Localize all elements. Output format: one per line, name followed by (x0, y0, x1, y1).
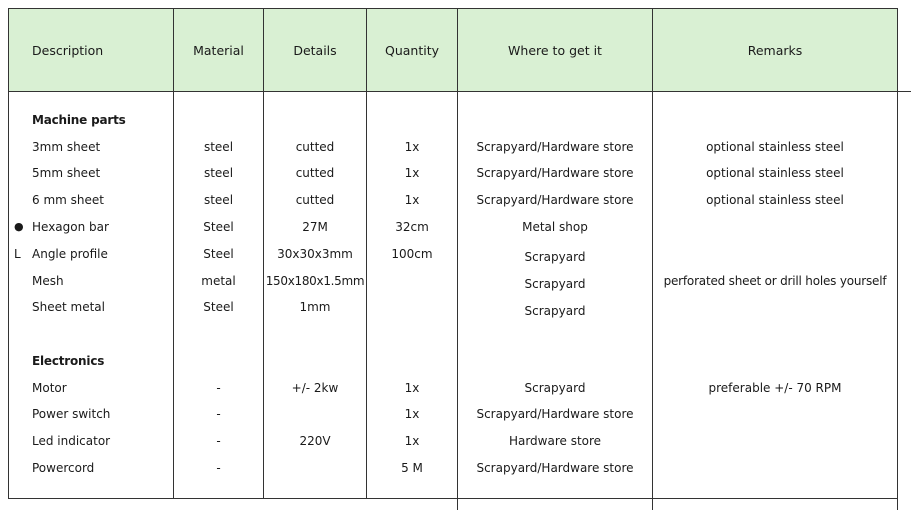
cell-where: Hardware store (508, 434, 602, 448)
cell-where: Scrapyard/Hardware store (476, 461, 634, 475)
cell-description: 5mm sheet (32, 166, 101, 180)
cell-where: Scrapyard/Hardware store (476, 140, 634, 154)
cell-where: Scrapyard/Hardware store (476, 193, 634, 207)
cell-description: 3mm sheet (32, 140, 101, 154)
cell-material: metal (201, 274, 236, 288)
cell-description: Motor (32, 381, 67, 395)
cell-description: Sheet metal (32, 300, 105, 314)
cell-material: Steel (203, 220, 234, 234)
cell-remarks: optional stainless steel (706, 166, 844, 180)
cell-quantity: 100cm (391, 247, 433, 261)
cell-remarks: perforated sheet or drill holes yourself (663, 274, 887, 288)
header-description: Description (32, 42, 104, 58)
cell-details: 150x180x1.5mm (265, 274, 365, 288)
cell-where: Scrapyard/Hardware store (476, 166, 634, 180)
cell-material: Steel (203, 247, 234, 261)
header-remarks: Remarks (747, 42, 803, 58)
cell-material: Steel (203, 300, 234, 314)
cell-where: Scrapyard (524, 277, 586, 291)
header-extension (897, 91, 911, 92)
cell-description: Mesh (32, 274, 64, 288)
cell-where: Scrapyard (524, 250, 586, 264)
cell-details: 30x30x3mm (277, 247, 353, 261)
cell-details: cutted (295, 140, 335, 154)
cell-material: - (216, 461, 221, 475)
cell-quantity: 1x (404, 140, 420, 154)
cell-where: Scrapyard (524, 304, 586, 318)
col-border-6 (897, 8, 898, 510)
cell-remarks: preferable +/- 70 RPM (708, 381, 842, 395)
cell-material: - (216, 407, 221, 421)
cell-where: Scrapyard (524, 381, 586, 395)
cell-material: - (216, 434, 221, 448)
cell-description: Hexagon bar (32, 220, 109, 234)
col-border-0 (8, 8, 9, 499)
cell-details: 1mm (299, 300, 331, 314)
cell-description: Led indicator (32, 434, 111, 448)
cell-quantity: 1x (404, 381, 420, 395)
cell-quantity: 1x (404, 434, 420, 448)
cell-description: Angle profile (32, 247, 108, 261)
cell-details: 220V (299, 434, 331, 448)
cell-quantity: 1x (404, 407, 420, 421)
cell-remarks: optional stainless steel (706, 193, 844, 207)
section-title-machine-parts: Machine parts (32, 113, 126, 127)
cell-quantity: 1x (404, 166, 420, 180)
cell-material: steel (203, 193, 234, 207)
cell-material: steel (203, 140, 234, 154)
cell-description: Power switch (32, 407, 111, 421)
cell-details: cutted (295, 166, 335, 180)
header-details: Details (293, 42, 337, 58)
cell-description: 6 mm sheet (32, 193, 104, 207)
section-title-electronics: Electronics (32, 354, 105, 368)
cell-details: 27M (302, 220, 328, 234)
cell-material: - (216, 381, 221, 395)
header-quantity: Quantity (384, 42, 440, 58)
cell-quantity: 5 M (401, 461, 423, 475)
cell-remarks: optional stainless steel (706, 140, 844, 154)
angle-marker-icon: L (14, 247, 21, 261)
cell-details: cutted (295, 193, 335, 207)
header-material: Material (193, 42, 244, 58)
cell-material: steel (203, 166, 234, 180)
cell-quantity: 1x (404, 193, 420, 207)
cell-description: Powercord (32, 461, 95, 475)
table-bottom-border (9, 498, 897, 499)
header-where: Where to get it (508, 42, 602, 58)
cell-quantity: 32cm (395, 220, 429, 234)
bullet-icon: ● (14, 220, 24, 233)
cell-where: Metal shop (522, 220, 588, 234)
cell-details: +/- 2kw (291, 381, 339, 395)
cell-where: Scrapyard/Hardware store (476, 407, 634, 421)
